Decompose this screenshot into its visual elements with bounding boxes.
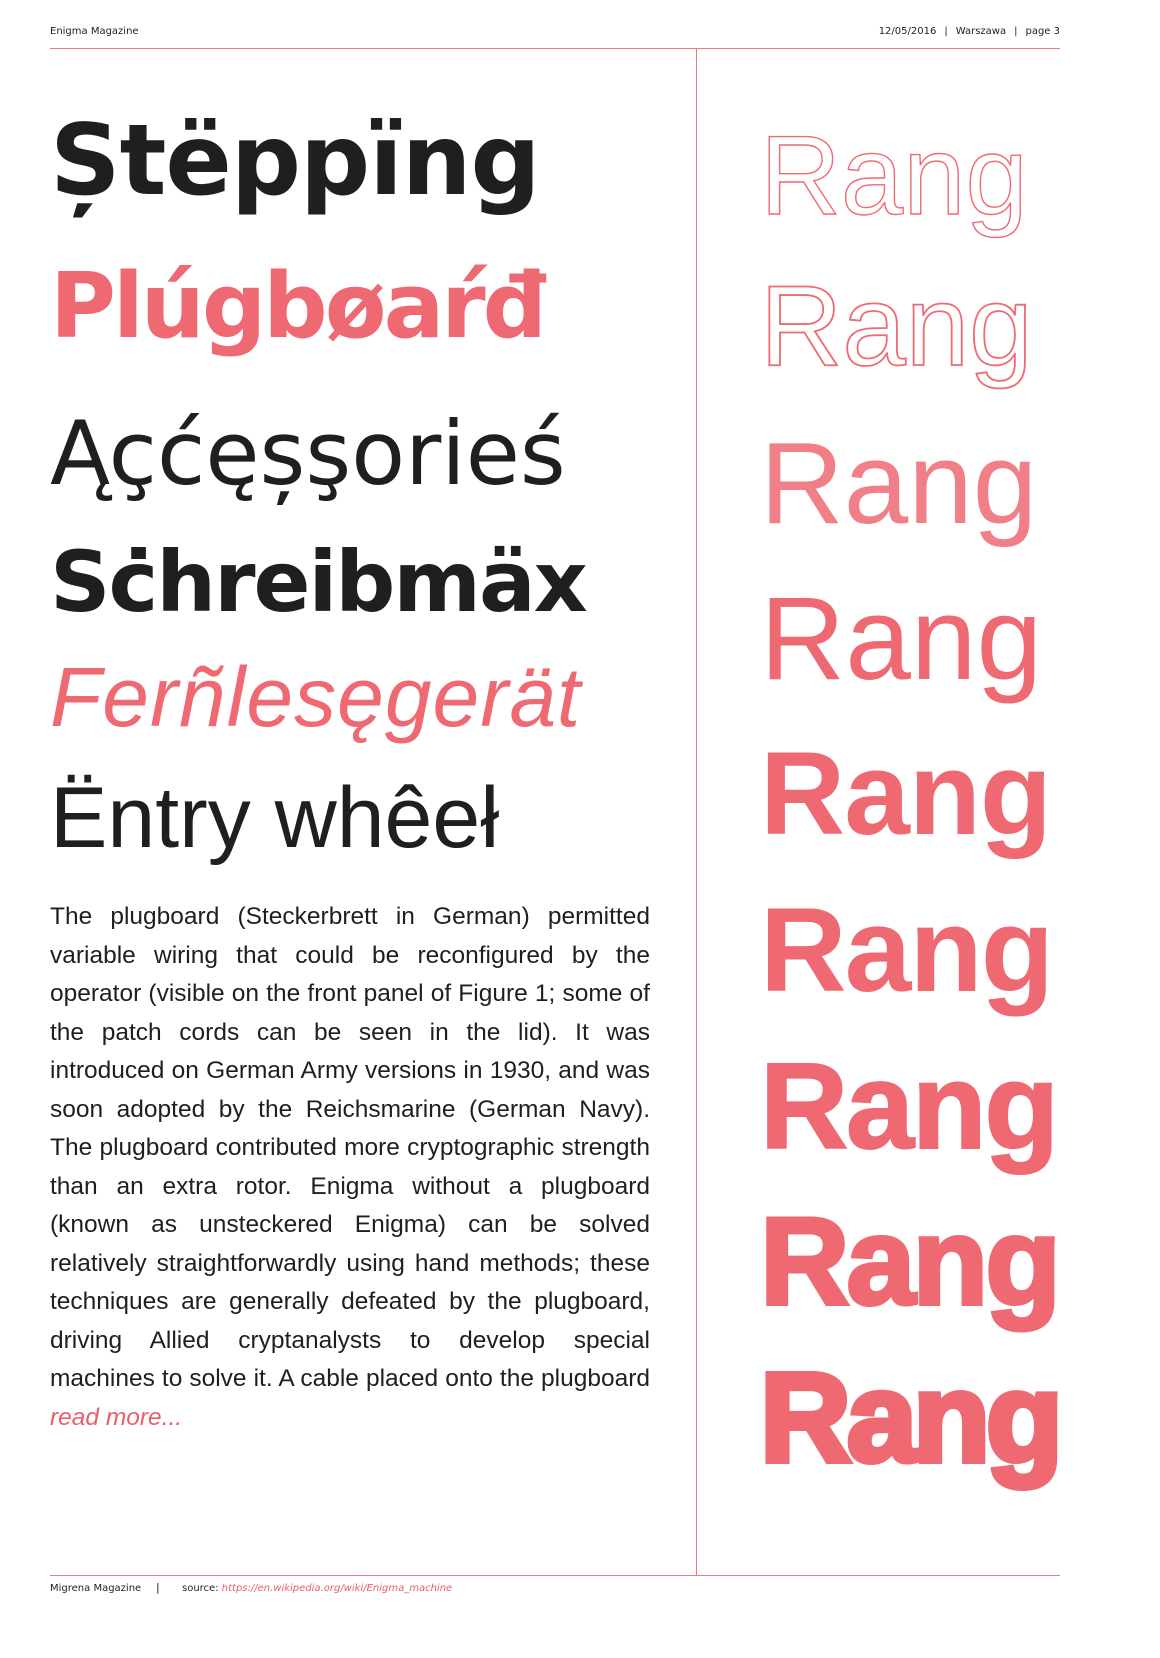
body-paragraph	[50, 898, 650, 1437]
header-page-number: page 3	[1025, 26, 1060, 37]
weight-sample: Rang	[760, 113, 1028, 238]
specimen-plugboard: Plúgbøaŕđ	[50, 254, 545, 359]
specimen-fernlesegerat: Ferñlesęgerät	[50, 650, 582, 744]
header-magazine-name: Enigma Magazine	[50, 26, 139, 37]
weight-sample: Rang	[760, 1347, 1059, 1488]
footer-source	[182, 1583, 452, 1594]
footer-magazine-name: Migrena Magazine	[50, 1583, 142, 1594]
weight-sample: Rang	[760, 418, 1038, 548]
weight-sample: Rang	[760, 1038, 1057, 1174]
header-city: Warszawa	[955, 26, 1007, 37]
bottom-rule	[50, 1575, 1060, 1576]
top-rule	[50, 48, 1060, 49]
column-divider	[696, 48, 697, 1575]
header-separator: |	[1014, 26, 1018, 37]
specimen-accessories: Ąçćęșşorieś	[50, 402, 566, 505]
weight-sample: Rang	[760, 1193, 1058, 1331]
specimen-schreibmax: Sċhreibmäx	[50, 533, 586, 631]
weight-sample: Rang	[760, 728, 1051, 860]
weight-sample: Rang	[760, 263, 1033, 390]
header-separator: |	[944, 26, 948, 37]
footer-source-link[interactable]: https://en.wikipedia.org/wiki/Enigma_machine	[221, 1583, 453, 1594]
specimen-stepping: Ștëppïng	[50, 104, 540, 218]
weight-sample: Rang	[760, 883, 1052, 1017]
weight-sample: Rang	[760, 573, 1043, 705]
footer-source-label: source:	[182, 1583, 219, 1594]
specimen-entry-wheel: Ëntry whêeł	[50, 770, 500, 866]
header-meta	[879, 26, 1060, 37]
footer-separator: |	[156, 1581, 160, 1594]
header-date: 12/05/2016	[878, 26, 937, 37]
body-text: The plugboard (Steckerbrett in German) permitted variable wiring that could be reconfigured by the operator (visible on the front panel of Figure 1; some of the patch cords can be seen in the lid). It was introduced on German Army versions in 1930, and was soon adopted by the Reichsmarine (German Navy). The plugboard contributed more cryptographic strength than an extra rotor. Enigma without a plugboard (known as unsteckered Enigma) can be solved relatively straightforwardly using hand methods; these techniques are generally defeated by the plugboard, driving Allied cryptanalysts to develop special machines to solve it. A cable placed onto the plugboard	[50, 903, 650, 1392]
read-more-link[interactable]: read more...	[50, 1403, 183, 1431]
